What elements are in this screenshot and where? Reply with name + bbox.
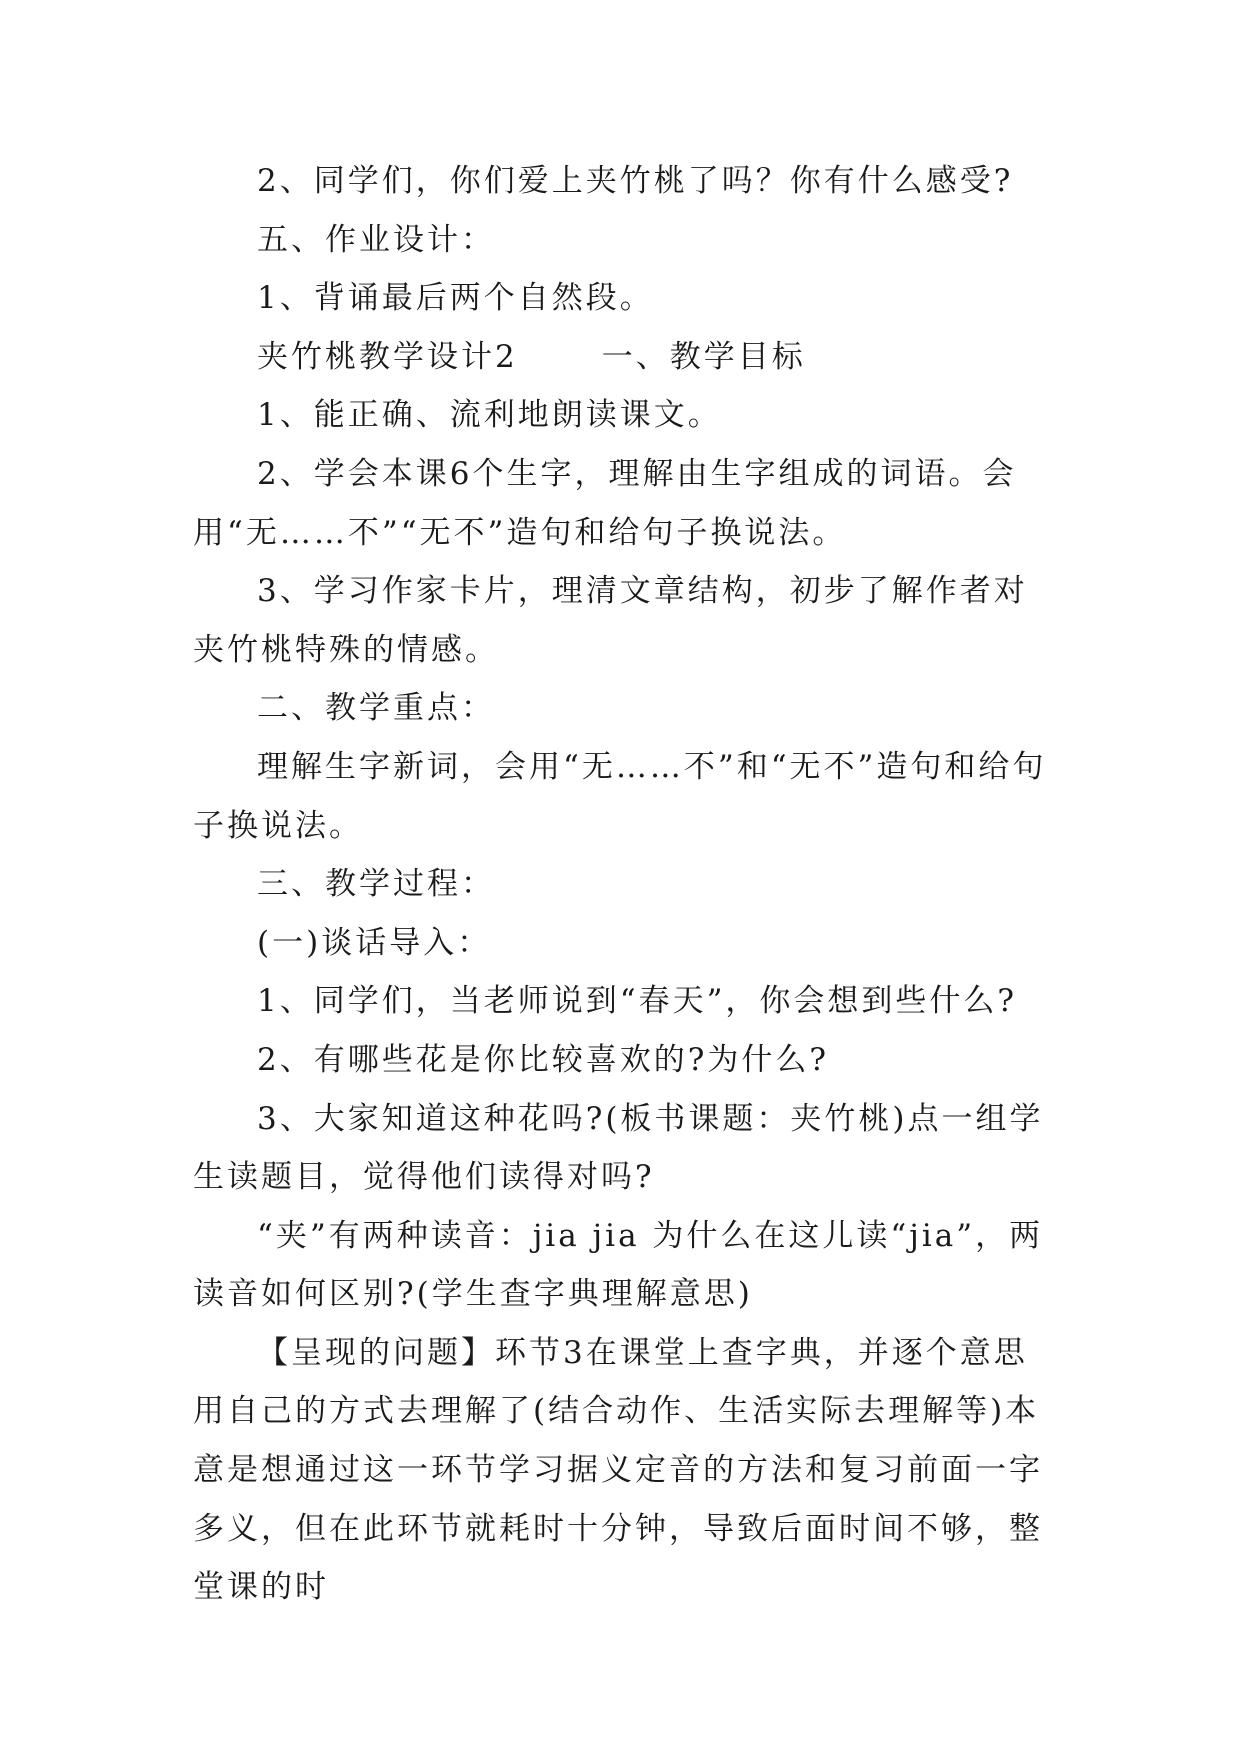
paragraph: 【呈现的问题】环节3在课堂上查字典，并逐个意思用自己的方式去理解了(结合动作、生活实际去理解等)本意是想通过这一环节学习据义定音的方法和复习前面一字多义，但在此环节就耗时十分钟，导致后面时间不够，整堂课的时 bbox=[193, 1334, 1043, 1606]
paragraph: 1、能正确、流利地朗读课文。 bbox=[257, 397, 722, 434]
paragraph: “夹”有两种读音：jia jia 为什么在这儿读“jia”，两读音如何区别?(学生查字典理解意思) bbox=[193, 1217, 1044, 1313]
document-body bbox=[193, 152, 1053, 1617]
paragraph: 2、同学们，你们爱上夹竹桃了吗？你有什么感受? bbox=[257, 163, 1014, 199]
subsection-heading: (一)谈话导入： bbox=[257, 924, 492, 961]
section-heading: 五、作业设计： bbox=[257, 221, 495, 258]
paragraph: 3、学习作家卡片，理清文章结构，初步了解作者对夹竹桃特殊的情感。 bbox=[193, 573, 1028, 668]
paragraph: 1、同学们，当老师说到“春天”，你会想到些什么? bbox=[257, 983, 1018, 1020]
title-line bbox=[193, 328, 1053, 387]
section-heading: 三、教学过程： bbox=[257, 866, 495, 903]
paragraph: 理解生字新词，会用“无……不”和“无不”造句和给句子换说法。 bbox=[193, 748, 1047, 844]
paragraph: 1、背诵最后两个自然段。 bbox=[257, 280, 654, 317]
paragraph: 3、大家知道这种花吗?(板书课题：夹竹桃)点一组学生读题目，觉得他们读得对吗? bbox=[193, 1100, 1044, 1196]
paragraph: 2、学会本课6个生字，理解由生字组成的词语。会用“无……不”“无不”造句和给句子换说法。 bbox=[193, 455, 1017, 551]
section-heading: 一、教学目标 bbox=[601, 338, 806, 375]
paragraph: 2、有哪些花是你比较喜欢的?为什么? bbox=[257, 1041, 829, 1078]
section-heading: 二、教学重点： bbox=[257, 690, 495, 727]
document-title: 夹竹桃教学设计2 bbox=[257, 338, 518, 375]
